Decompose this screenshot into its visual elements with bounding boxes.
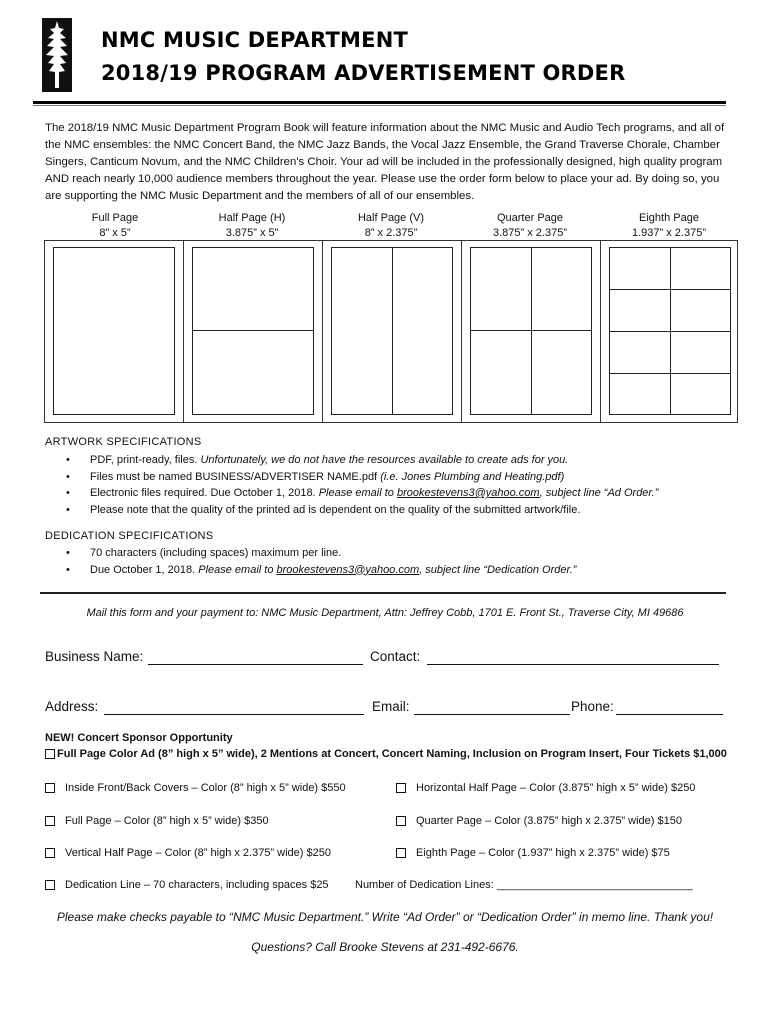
bullet-italic: , subject line “Ad Order.” [539,487,659,499]
contact-label: Contact: [370,649,421,664]
list-item [66,469,658,486]
bullet-text: Due October 1, 2018. [90,563,199,576]
ad-size-name: Half Page (H) [218,212,286,224]
eighth-panel [670,247,731,290]
ad-size-diagram [44,240,738,423]
option-label: Quarter Page – Color (3.875” high x 2.375” wide) $150 [416,815,682,827]
checkbox[interactable] [45,880,55,890]
half-h-top-panel [192,247,314,331]
quarter-panel [531,247,592,331]
bullet-italic: Please email to [198,563,277,576]
ad-size-eighth-page [614,211,724,241]
checkbox[interactable] [45,749,55,759]
half-v-right-panel [392,247,453,415]
half-v-left-panel [331,247,393,415]
diagram-half-page-v [323,241,462,422]
ad-size-quarter-page [475,211,585,241]
eighth-panel [609,331,671,374]
address-label: Address: [45,699,99,714]
list-item [66,452,658,469]
title-line-1: NMC MUSIC DEPARTMENT [101,28,408,52]
sponsor-option[interactable] [45,748,727,760]
ad-size-half-page-h [197,211,307,241]
option-label: Horizontal Half Page – Color (3.875” high x 5” wide) $250 [416,782,696,794]
sponsor-heading: NEW! Concert Sponsor Opportunity [45,732,233,744]
checkbox[interactable] [45,783,55,793]
pine-tree-logo-icon [42,18,72,92]
bullet-text: Please note that the quality of the printed ad is dependent on the quality of the submitted artwork/file. [90,503,581,516]
quarter-panel [531,330,592,415]
address-field[interactable] [104,714,364,715]
business-name-label: Business Name: [45,649,144,664]
phone-label: Phone: [571,699,614,714]
artwork-spec-list [66,452,658,518]
dedication-lines-label: Number of Dedication Lines: ________________________________ [355,879,693,891]
diagram-half-page-h [184,241,323,422]
list-item [66,502,658,519]
number-of-dedication-lines[interactable] [355,879,693,891]
business-name-field[interactable] [148,664,363,665]
bullet-italic: Please email to [318,487,397,499]
bullet-text: Files must be named BUSINESS/ADVERTISER NAME.pdf [90,470,381,483]
ad-size-dims: 3.875” x 5” [225,227,279,239]
checks-payable-note: Please make checks payable to “NMC Music Department.” Write “Ad Order” or “Dedication Order” in memo line. Thank you! [56,910,714,924]
checkbox[interactable] [396,783,406,793]
option-eighth-page[interactable] [396,847,670,859]
option-quarter-page[interactable] [396,815,682,827]
email-link[interactable]: brookestevens3@yahoo.com [276,563,420,576]
diagram-eighth-page [601,241,737,422]
dedication-spec-list [66,545,576,578]
title-line-2: 2018/19 PROGRAM ADVERTISEMENT ORDER [101,61,626,85]
ad-size-dims: 8” x 5” [99,227,131,239]
checkbox[interactable] [396,848,406,858]
sponsor-option-label: Full Page Color Ad (8” high x 5” wide), 2 Mentions at Concert, Concert Naming, Inclusion on Program Insert, Four Tickets $1,000 [57,748,727,760]
quarter-panel [470,330,532,415]
option-label: Eighth Page – Color (1.937” high x 2.375” wide) $75 [416,847,670,859]
bullet-italic: Unfortunately, we do not have the resources available to create ads for you. [200,454,569,466]
option-label: Vertical Half Page – Color (8” high x 2.375” wide) $250 [65,847,331,859]
ad-size-half-page-v [336,211,446,241]
bullet-italic: (i.e. Jones Plumbing and Heating.pdf) [380,470,565,483]
option-inside-covers[interactable] [45,782,346,794]
bullet-italic: , subject line “Dedication Order.” [419,563,577,576]
option-label: Inside Front/Back Covers – Color (8” high x 5” wide) $550 [65,782,346,794]
artwork-spec-heading: ARTWORK SPECIFICATIONS [45,436,202,448]
eighth-panel [670,289,731,332]
intro-paragraph: The 2018/19 NMC Music Department Program Book will feature information about the NMC Music and Audio Tech programs, and all of the NMC ensembles: the NMC Concert Band, the NMC Jazz Bands, the Vocal Jazz Ensemble, the Grand Traverse Chorale, Chamber Singers, Canticum Novum, and the NMC Children's Choir. Your ad will be included in the professionally designed, high quality program AND reach nearly 10,000 audience members throughout the year. Please use the order form below to place your ad. By doing so, you are supporting the NMC Music Department and the members of all of our ensembles. [45,122,725,202]
list-item [66,545,576,562]
ad-size-name: Half Page (V) [357,212,425,224]
option-label: Full Page – Color (8” high x 5” wide) $350 [65,815,269,827]
eighth-panel [670,373,731,415]
list-item [66,562,576,579]
ad-size-dims: 1.937” x 2.375” [632,227,706,239]
eighth-panel [670,331,731,374]
ad-size-full-page [60,211,170,241]
eighth-panel [609,289,671,332]
mail-instructions: Mail this form and your payment to: NMC Music Department, Attn: Jeffrey Cobb, 1701 E. Front St., Traverse City, MI 49686 [86,607,684,619]
option-horizontal-half[interactable] [396,782,695,794]
half-h-bottom-panel [192,330,314,415]
quarter-panel [470,247,532,331]
full-page-panel [53,247,175,415]
ad-size-dims: 8” x 2.375” [364,227,418,239]
email-field[interactable] [414,714,570,715]
header-rule [33,101,726,104]
eighth-panel [609,247,671,290]
phone-field[interactable] [616,714,723,715]
option-label: Dedication Line – 70 characters, including spaces $25 [65,879,329,891]
list-item [66,485,658,502]
diagram-full-page [45,241,184,422]
eighth-panel [609,373,671,415]
option-dedication-line[interactable] [45,879,329,891]
bullet-text: 70 characters (including spaces) maximum per line. [90,547,342,559]
contact-field[interactable] [427,664,719,665]
questions-contact: Questions? Call Brooke Stevens at 231-492-6676. [251,940,519,954]
ad-size-name: Eighth Page [639,212,699,224]
ad-size-name: Full Page [91,212,139,224]
header-rule-thin [33,105,726,106]
bullet-text: PDF, print-ready, files. [90,454,201,466]
ad-size-name: Quarter Page [496,212,564,224]
ad-size-dims: 3.875” x 2.375” [493,227,567,239]
bullet-text: Electronic files required. Due October 1, 2018. [90,487,319,499]
email-label: Email: [372,699,410,714]
checkbox[interactable] [45,848,55,858]
option-full-page[interactable] [45,815,269,827]
checkbox[interactable] [45,816,55,826]
email-link[interactable]: brookestevens3@yahoo.com [396,487,540,499]
option-vertical-half[interactable] [45,847,331,859]
checkbox[interactable] [396,816,406,826]
dedication-spec-heading: DEDICATION SPECIFICATIONS [45,530,214,542]
diagram-quarter-page [462,241,601,422]
section-divider [40,592,726,594]
